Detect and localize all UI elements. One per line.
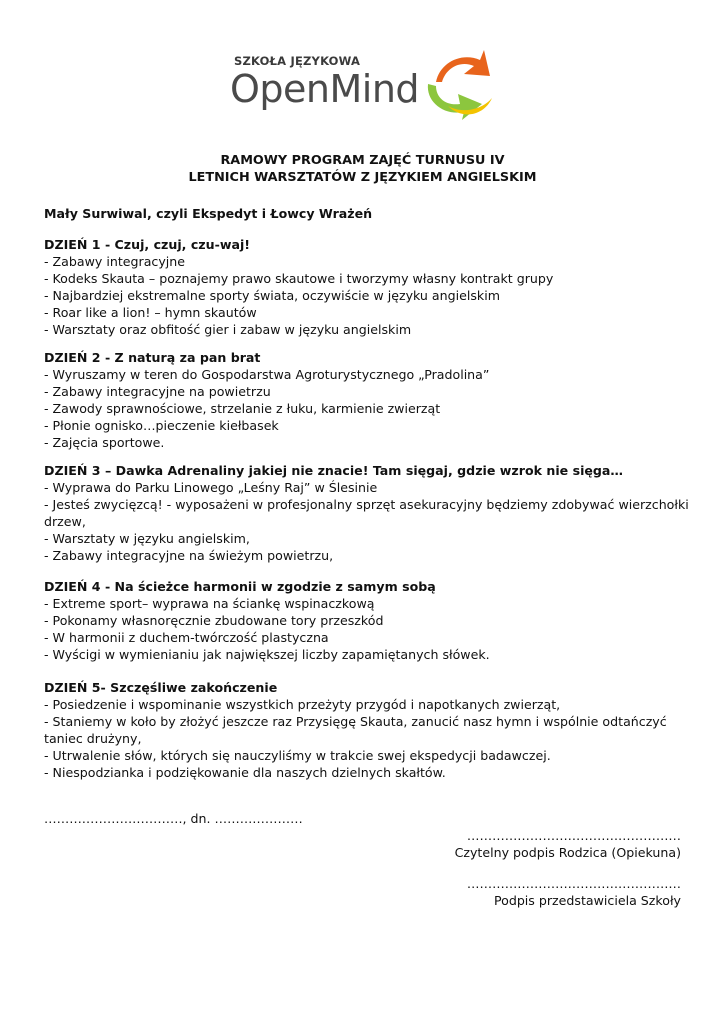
day-4-item: - W harmonii z duchem-twórczość plastyczna: [44, 630, 329, 645]
day-2-item: - Zabawy integracyjne na powietrzu: [44, 384, 271, 399]
day-2-item: - Wyruszamy w teren do Gospodarstwa Agroturystycznego „Pradolina”: [44, 367, 490, 382]
day-1-item: - Roar like a lion! – hymn skautów: [44, 305, 257, 320]
day-4-item: - Wyścigi w wymienianiu jak największej liczby zapamiętanych słówek.: [44, 647, 490, 662]
day-3-item: - Warsztaty w języku angielskim,: [44, 531, 250, 546]
day-2-section: [44, 349, 694, 451]
day-3-section: [44, 462, 694, 564]
day-5-item: - Utrwalenie słów, których się nauczyliśmy w trakcie swej ekspedycji badawczej.: [44, 748, 551, 763]
day-5-item: - Niespodzianka i podziękowanie dla naszych dzielnych skałtów.: [44, 765, 446, 780]
parent-signature-label: Czytelny podpis Rodzica (Opiekuna): [454, 845, 681, 860]
day-5-item: - Posiedzenie i wspominanie wszystkich przeżyty przygód i napotkanych zwierząt,: [44, 697, 561, 712]
document-title-line1: RAMOWY PROGRAM ZAJĘĆ TURNUSU IV: [220, 153, 505, 168]
day-4-heading: DZIEŃ 4 - Na ścieżce harmonii w zgodzie z samym sobą: [44, 579, 436, 594]
openmind-logo: [222, 44, 502, 124]
day-2-item: - Płonie ognisko…pieczenie kiełbasek: [44, 418, 279, 433]
day-1-item: - Zabawy integracyjne: [44, 254, 186, 269]
day-3-item: - Jesteś zwycięzcą! - wyposażeni w profesjonalny sprzęt asekuracyjny będziemy zdobywać wierzchołki drzew,: [44, 497, 689, 529]
day-1-section: [44, 236, 694, 338]
document-title-line2: LETNICH WARSZTATÓW Z JĘZYKIEM ANGIELSKIM: [188, 170, 537, 185]
day-3-item: - Zabawy integracyjne na świeżym powietrzu,: [44, 548, 334, 563]
day-4-item: - Pokonamy własnoręcznie zbudowane tory przeszkód: [44, 613, 384, 628]
parent-signature-line: ……………………………………………: [466, 828, 681, 843]
place-date-line: ……………………………, dn. …………………: [44, 811, 303, 826]
day-2-item: - Zawody sprawnościowe, strzelanie z łuku, karmienie zwierząt: [44, 401, 441, 416]
logo-brand-text: OpenMind: [230, 67, 420, 111]
day-1-item: - Warsztaty oraz obfitość gier i zabaw w języku angielskim: [44, 322, 412, 337]
school-signature-line: ……………………………………………: [466, 876, 681, 891]
day-4-item: - Extreme sport– wyprawa na ściankę wspinaczkową: [44, 596, 375, 611]
day-1-item: - Kodeks Skauta – poznajemy prawo skautowe i tworzymy własny kontrakt grupy: [44, 271, 554, 286]
day-5-section: [44, 679, 694, 781]
day-3-item: - Wyprawa do Parku Linowego „Leśny Raj” w Ślesinie: [44, 480, 378, 495]
day-3-heading: DZIEŃ 3 – Dawka Adrenaliny jakiej nie znacie! Tam sięgaj, gdzie wzrok nie sięga…: [44, 463, 624, 478]
logo-school-text: SZKOŁA JĘZYKOWA: [234, 54, 361, 68]
day-4-section: [44, 578, 694, 663]
logo-arrows-icon: [418, 44, 498, 120]
school-signature-label: Podpis przedstawiciela Szkoły: [493, 893, 681, 908]
day-2-heading: DZIEŃ 2 - Z naturą za pan brat: [44, 350, 261, 365]
program-subtitle: Mały Surwiwal, czyli Ekspedyt i Łowcy Wrażeń: [44, 206, 373, 221]
day-5-heading: DZIEŃ 5- Szczęśliwe zakończenie: [44, 680, 278, 695]
day-2-item: - Zajęcia sportowe.: [44, 435, 165, 450]
day-1-item: - Najbardziej ekstremalne sporty świata, oczywiście w języku angielskim: [44, 288, 500, 303]
day-5-item: - Staniemy w koło by złożyć jeszcze raz Przysięgę Skauta, zanucić nasz hymn i wspólnie odtańczyć taniec drużyny,: [44, 714, 667, 746]
day-1-heading: DZIEŃ 1 - Czuj, czuj, czu-waj!: [44, 237, 251, 252]
